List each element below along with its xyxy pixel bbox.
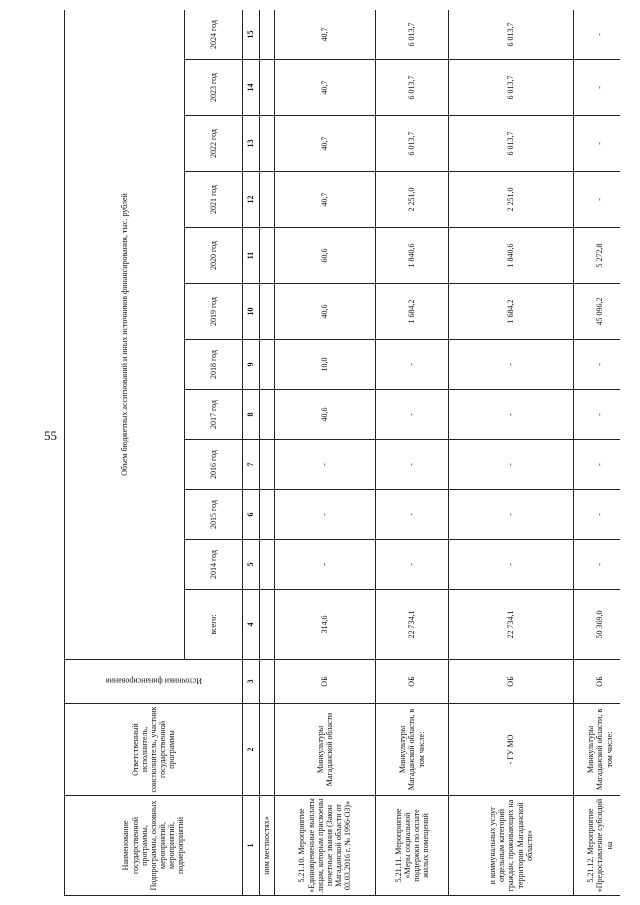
funding-source: ОБ <box>275 660 376 704</box>
header-name-col: Наименование государственной программы, Подпрограммы, основных мероприятий, мероприятий, подмероприятий <box>65 796 243 896</box>
col-number: 11 <box>243 228 260 284</box>
budget-table <box>64 10 620 896</box>
document-sheet <box>64 10 620 896</box>
header-source-col: Источники финансирования <box>65 660 243 704</box>
rotated-table-container <box>64 10 620 896</box>
total-value: 50 369,0 <box>574 590 621 660</box>
header-year: 2016 год <box>185 440 243 490</box>
year-value: - <box>275 440 376 490</box>
year-value: 1 684,2 <box>449 284 574 340</box>
header-row-1 <box>65 10 185 896</box>
header-total: всего: <box>185 590 243 660</box>
col-number: 14 <box>243 60 260 116</box>
year-value: 6 013,7 <box>376 10 449 60</box>
executor: Минкультуры Магаданской области <box>275 704 376 796</box>
year-value: 10,0 <box>275 340 376 390</box>
year-value: 5 272,8 <box>574 228 621 284</box>
year-value: 2 251,0 <box>376 172 449 228</box>
funding-source: ОБ <box>376 660 449 704</box>
executor: - ГУ МО <box>449 704 574 796</box>
year-value: - <box>574 340 621 390</box>
col-number: 3 <box>243 660 260 704</box>
year-value: - <box>376 340 449 390</box>
measure-name: и коммунальных услуг отдельным категорий граждан, проживающих на территории Магаданской области» <box>449 796 574 896</box>
year-value: - <box>574 116 621 172</box>
col-number: 7 <box>243 440 260 490</box>
year-value: 40,7 <box>275 116 376 172</box>
table-row <box>275 10 376 896</box>
year-value: - <box>376 490 449 540</box>
year-value: - <box>275 490 376 540</box>
col-number: 8 <box>243 390 260 440</box>
col-number: 1 <box>243 796 260 896</box>
col-number: 2 <box>243 704 260 796</box>
year-value: 6 013,7 <box>376 60 449 116</box>
header-year: 2014 год <box>185 540 243 590</box>
executor: Минкультуры Магаданской области, в том числе: <box>574 704 621 796</box>
year-value: 40,7 <box>275 172 376 228</box>
year-value: - <box>574 60 621 116</box>
year-value: 6 013,7 <box>449 10 574 60</box>
year-value: 60,6 <box>275 228 376 284</box>
header-executor-col: Ответственный исполнитель, соисполнитель, участник государственной программы <box>65 704 243 796</box>
header-year: 2024 год <box>185 10 243 60</box>
year-value: - <box>376 390 449 440</box>
year-value: - <box>449 340 574 390</box>
header-year: 2019 год <box>185 284 243 340</box>
executor: Минкультуры Магаданской области, в том числе: <box>376 704 449 796</box>
table-row <box>376 10 449 896</box>
year-value: - <box>574 490 621 540</box>
table-row <box>574 10 621 896</box>
col-number: 13 <box>243 116 260 172</box>
year-value: 45 096,2 <box>574 284 621 340</box>
total-value: 314,6 <box>275 590 376 660</box>
year-value: 40,6 <box>275 390 376 440</box>
year-value: - <box>449 440 574 490</box>
year-value: - <box>275 540 376 590</box>
header-year: 2017 год <box>185 390 243 440</box>
year-value: 6 013,7 <box>449 116 574 172</box>
col-number: 5 <box>243 540 260 590</box>
year-value: - <box>449 390 574 440</box>
page-number: 55 <box>44 428 57 443</box>
header-year: 2023 год <box>185 60 243 116</box>
year-value: 40,7 <box>275 10 376 60</box>
header-volume-col: Объем бюджетных ассигнований и иных источников финансирования, тыс. рублей <box>65 10 185 660</box>
year-value: 6 013,7 <box>449 60 574 116</box>
funding-source: ОБ <box>449 660 574 704</box>
year-value: - <box>449 540 574 590</box>
year-value: - <box>574 540 621 590</box>
col-number: 9 <box>243 340 260 390</box>
year-value: - <box>376 540 449 590</box>
year-value: 40,7 <box>275 60 376 116</box>
funding-source: ОБ <box>574 660 621 704</box>
header-year: 2018 год <box>185 340 243 390</box>
measure-name: 5.21.11. Мероприятие «Меры социальной поддержки по оплате жилых помещений <box>376 796 449 896</box>
total-value: 22 734,1 <box>376 590 449 660</box>
year-value: - <box>449 490 574 540</box>
header-year: 2021 год <box>185 172 243 228</box>
header-year: 2022 год <box>185 116 243 172</box>
column-index-row <box>243 10 260 896</box>
year-value: 6 013,7 <box>376 116 449 172</box>
year-value: - <box>376 440 449 490</box>
carry-over-row <box>260 10 275 896</box>
year-value: - <box>574 10 621 60</box>
header-year: 2020 год <box>185 228 243 284</box>
col-number: 12 <box>243 172 260 228</box>
table-row <box>449 10 574 896</box>
header-year: 2015 год <box>185 490 243 540</box>
year-value: 1 840,6 <box>376 228 449 284</box>
measure-name: 5.21.10. Мероприятие «Единовременные выплаты лицам, которым присвоены почетные звания (Закон Магаданской области от 03.03.2016 г. № 1996-ОЗ)» <box>275 796 376 896</box>
year-value: 1 684,2 <box>376 284 449 340</box>
year-value: - <box>574 440 621 490</box>
col-number: 15 <box>243 10 260 60</box>
col-number: 6 <box>243 490 260 540</box>
col-number: 4 <box>243 590 260 660</box>
col-number: 10 <box>243 284 260 340</box>
year-value: - <box>574 172 621 228</box>
year-value: 40,6 <box>275 284 376 340</box>
year-value: 1 840,6 <box>449 228 574 284</box>
year-value: 2 251,0 <box>449 172 574 228</box>
year-value: - <box>574 390 621 440</box>
measure-name: 5.21.12. Мероприятие «Предоставление субсидий на <box>574 796 621 896</box>
total-value: 22 734,1 <box>449 590 574 660</box>
carry-over-text: ним местностях» <box>260 796 275 896</box>
